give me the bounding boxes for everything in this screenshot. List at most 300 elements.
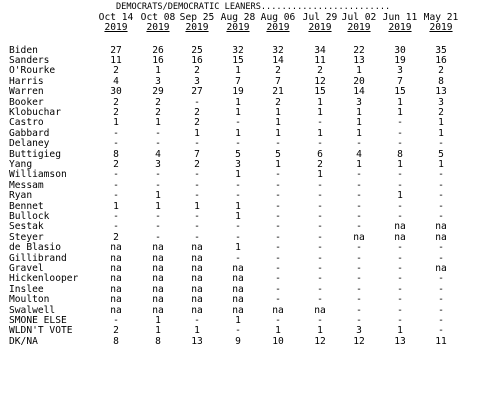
table-cell: - [235, 221, 241, 233]
table-cell: - [317, 179, 323, 191]
table-cell: 19 [394, 54, 406, 66]
table-cell: 1 [317, 96, 323, 108]
table-cell: 1 [356, 117, 362, 129]
table-cell: - [438, 190, 444, 202]
table-cell: 4 [113, 75, 119, 87]
table-cell: na [435, 221, 447, 233]
column-date: Oct 14 [98, 12, 134, 23]
table-cell: 16 [152, 54, 164, 66]
row-label: Biden [9, 44, 38, 56]
row-label: Bennet [9, 200, 44, 212]
table-cell: - [235, 138, 241, 150]
table-cell: 8 [155, 335, 161, 347]
table-cell: na [110, 273, 122, 285]
table-cell: - [356, 242, 362, 254]
table-cell: - [317, 262, 323, 274]
table-row [0, 191, 480, 201]
table-cell: - [275, 283, 281, 295]
table-cell: 2 [194, 106, 200, 118]
table-cell: - [155, 138, 161, 150]
column-date: Jul 29 [302, 12, 338, 23]
row-label: Williamson [9, 169, 67, 181]
row-label: de Blasio [9, 242, 61, 254]
table-cell: na [232, 283, 244, 295]
table-cell: - [275, 273, 281, 285]
table-cell: - [235, 117, 241, 129]
table-cell: - [356, 169, 362, 181]
table-cell: 13 [191, 335, 203, 347]
row-label: Harris [9, 75, 44, 87]
table-cell: 1 [155, 65, 161, 77]
table-cell: - [275, 314, 281, 326]
column-header [421, 13, 461, 34]
table-cell: - [356, 138, 362, 150]
table-cell: - [317, 117, 323, 129]
table-cell: 32 [272, 44, 284, 56]
table-cell: 30 [394, 44, 406, 56]
table-cell: - [275, 169, 281, 181]
table-cell: 1 [275, 117, 281, 129]
table-cell: - [397, 210, 403, 222]
table-cell: - [194, 210, 200, 222]
table-cell: - [438, 294, 444, 306]
row-label: Bullock [9, 210, 50, 222]
row-label: Castro [9, 117, 44, 129]
row-label: Booker [9, 96, 44, 108]
table-cell: - [113, 210, 119, 222]
table-cell: 2 [194, 65, 200, 77]
table-cell: - [356, 179, 362, 191]
table-cell: 1 [397, 106, 403, 118]
table-cell: - [113, 179, 119, 191]
column-year: 2019 [429, 22, 453, 34]
table-cell: - [275, 231, 281, 243]
table-cell: 10 [272, 335, 284, 347]
table-cell: 11 [435, 335, 447, 347]
table-cell: 3 [356, 325, 362, 337]
row-label: Sanders [9, 54, 50, 66]
table-cell: 6 [317, 148, 323, 160]
table-cell: 1 [275, 325, 281, 337]
table-cell: na [191, 283, 203, 295]
table-cell: - [113, 169, 119, 181]
table-cell: na [191, 252, 203, 264]
table-cell: 13 [435, 86, 447, 98]
column-header [177, 13, 217, 34]
table-cell: - [438, 273, 444, 285]
table-cell: - [155, 231, 161, 243]
table-cell: na [152, 283, 164, 295]
row-label: Yang [9, 158, 33, 170]
column-year: 2019 [104, 22, 128, 34]
row-label: Warren [9, 86, 44, 98]
table-cell: na [435, 262, 447, 274]
table-cell: na [110, 262, 122, 274]
table-cell: 4 [356, 148, 362, 160]
table-cell: 1 [194, 127, 200, 139]
table-cell: 2 [113, 106, 119, 118]
table-cell: - [275, 138, 281, 150]
row-label: Gravel [9, 262, 44, 274]
column-year: 2019 [308, 22, 332, 34]
table-cell: - [275, 200, 281, 212]
table-cell: 2 [317, 158, 323, 170]
table-cell: - [155, 179, 161, 191]
table-cell: - [438, 179, 444, 191]
table-cell: na [191, 262, 203, 274]
table-cell: - [317, 190, 323, 202]
table-cell: 2 [438, 65, 444, 77]
table-cell: 1 [235, 200, 241, 212]
table-cell: - [235, 231, 241, 243]
table-cell: - [317, 314, 323, 326]
column-date: Jun 11 [382, 12, 418, 23]
table-cell: 2 [155, 106, 161, 118]
table-cell: 3 [356, 96, 362, 108]
table-cell: - [275, 210, 281, 222]
table-cell: 2 [113, 96, 119, 108]
row-label: Ryan [9, 190, 33, 202]
table-cell: - [397, 127, 403, 139]
table-cell: 27 [110, 44, 122, 56]
row-label: SMONE ELSE [9, 314, 67, 326]
column-header [300, 13, 340, 34]
table-row [0, 295, 480, 305]
table-cell: 3 [194, 75, 200, 87]
table-cell: - [194, 221, 200, 233]
table-cell: 32 [232, 44, 244, 56]
row-label: Messam [9, 179, 44, 191]
column-header [380, 13, 420, 34]
table-cell: - [317, 231, 323, 243]
table-cell: 2 [194, 158, 200, 170]
table-cell: - [275, 294, 281, 306]
table-cell: - [194, 138, 200, 150]
table-cell: - [438, 252, 444, 264]
table-cell: 1 [275, 106, 281, 118]
table-cell: - [317, 242, 323, 254]
table-cell: na [152, 262, 164, 274]
table-cell: - [317, 273, 323, 285]
table-cell: 2 [113, 158, 119, 170]
table-cell: 1 [397, 96, 403, 108]
table-cell: - [155, 127, 161, 139]
table-cell: - [235, 179, 241, 191]
table-cell: - [438, 210, 444, 222]
table-row [0, 337, 480, 347]
table-cell: - [113, 314, 119, 326]
table-cell: - [113, 138, 119, 150]
table-cell: - [194, 179, 200, 191]
table-cell: - [397, 252, 403, 264]
table-cell: - [275, 242, 281, 254]
table-cell: na [191, 304, 203, 316]
column-date: Sep 25 [179, 12, 215, 23]
table-cell: 13 [394, 335, 406, 347]
row-label: Gillibrand [9, 252, 67, 264]
table-cell: 26 [152, 44, 164, 56]
table-cell: - [356, 314, 362, 326]
table-cell: 1 [235, 96, 241, 108]
table-cell: na [191, 242, 203, 254]
table-cell: - [397, 138, 403, 150]
table-cell: 2 [438, 106, 444, 118]
table-cell: - [397, 179, 403, 191]
table-cell: 8 [113, 335, 119, 347]
table-cell: 15 [314, 86, 326, 98]
table-cell: 7 [194, 148, 200, 160]
table-cell: 2 [113, 325, 119, 337]
column-date: Aug 28 [220, 12, 256, 23]
column-header [218, 13, 258, 34]
table-cell: 1 [397, 158, 403, 170]
column-year: 2019 [347, 22, 371, 34]
table-cell: 2 [275, 65, 281, 77]
table-cell: 2 [275, 96, 281, 108]
table-cell: - [438, 325, 444, 337]
table-cell: - [275, 190, 281, 202]
row-label: WLDN'T VOTE [9, 325, 73, 337]
table-cell: - [275, 179, 281, 191]
table-cell: - [438, 304, 444, 316]
table-cell: 5 [275, 148, 281, 160]
table-cell: 5 [438, 148, 444, 160]
table-cell: - [397, 314, 403, 326]
table-cell: na [435, 231, 447, 243]
table-cell: 3 [155, 75, 161, 87]
table-cell: - [397, 117, 403, 129]
column-year: 2019 [146, 22, 170, 34]
table-cell: - [235, 190, 241, 202]
table-cell: 1 [356, 158, 362, 170]
table-cell: na [152, 242, 164, 254]
table-cell: - [155, 221, 161, 233]
table-cell: - [155, 169, 161, 181]
table-cell: - [317, 294, 323, 306]
table-cell: 1 [155, 325, 161, 337]
table-cell: na [152, 273, 164, 285]
table-cell: - [397, 273, 403, 285]
group-header: DEMOCRATS/DEMOCRATIC LEANERS......................... [116, 2, 391, 12]
row-label: O'Rourke [9, 65, 56, 77]
table-cell: 14 [353, 86, 365, 98]
table-cell: na [191, 273, 203, 285]
table-cell: 1 [155, 190, 161, 202]
table-cell: 8 [438, 75, 444, 87]
table-cell: - [194, 190, 200, 202]
table-cell: 3 [438, 96, 444, 108]
column-header [258, 13, 298, 34]
table-cell: - [113, 221, 119, 233]
table-cell: 16 [191, 54, 203, 66]
column-year: 2019 [388, 22, 412, 34]
table-cell: - [397, 294, 403, 306]
table-cell: 1 [317, 325, 323, 337]
table-cell: na [394, 221, 406, 233]
table-cell: 15 [394, 86, 406, 98]
table-cell: 1 [397, 190, 403, 202]
table-cell: 1 [317, 127, 323, 139]
table-cell: 21 [272, 86, 284, 98]
table-cell: 7 [235, 75, 241, 87]
table-cell: na [232, 294, 244, 306]
table-row [0, 87, 480, 97]
table-cell: 20 [353, 75, 365, 87]
table-cell: - [438, 242, 444, 254]
table-cell: - [356, 283, 362, 295]
table-cell: 3 [155, 158, 161, 170]
table-cell: 15 [232, 54, 244, 66]
table-cell: 1 [356, 65, 362, 77]
table-cell: - [356, 273, 362, 285]
table-cell: na [353, 231, 365, 243]
table-cell: 12 [314, 75, 326, 87]
table-cell: 8 [113, 148, 119, 160]
row-label: Sestak [9, 221, 44, 233]
table-cell: 1 [438, 117, 444, 129]
column-year: 2019 [185, 22, 209, 34]
table-cell: - [194, 231, 200, 243]
table-cell: 22 [353, 44, 365, 56]
table-cell: - [356, 190, 362, 202]
table-cell: - [194, 314, 200, 326]
table-cell: 1 [317, 169, 323, 181]
table-cell: 1 [235, 127, 241, 139]
table-cell: - [317, 252, 323, 264]
table-cell: 30 [110, 86, 122, 98]
table-cell: 1 [235, 314, 241, 326]
table-row [0, 243, 480, 253]
table-cell: 1 [356, 106, 362, 118]
table-cell: - [438, 169, 444, 181]
table-cell: 16 [435, 54, 447, 66]
table-cell: - [235, 325, 241, 337]
table-cell: 27 [191, 86, 203, 98]
table-cell: 1 [155, 117, 161, 129]
table-cell: na [232, 273, 244, 285]
table-cell: - [397, 200, 403, 212]
table-cell: - [397, 283, 403, 295]
column-header [138, 13, 178, 34]
table-cell: - [317, 200, 323, 212]
table-cell: 35 [435, 44, 447, 56]
column-date: Jul 02 [341, 12, 377, 23]
column-date: May 21 [423, 12, 459, 23]
table-cell: na [232, 262, 244, 274]
table-cell: - [235, 252, 241, 264]
table-cell: - [275, 262, 281, 274]
table-cell: 1 [155, 200, 161, 212]
row-label: Moulton [9, 294, 50, 306]
table-cell: - [317, 210, 323, 222]
table-cell: na [110, 283, 122, 295]
table-cell: - [397, 262, 403, 274]
row-label: Hickenlooper [9, 273, 79, 285]
table-cell: - [317, 138, 323, 150]
table-cell: - [397, 169, 403, 181]
table-cell: 1 [113, 117, 119, 129]
table-cell: na [110, 252, 122, 264]
table-cell: - [155, 210, 161, 222]
table-cell: 12 [353, 335, 365, 347]
table-cell: - [356, 221, 362, 233]
table-cell: 4 [155, 148, 161, 160]
row-label: Swalwell [9, 304, 56, 316]
table-cell: na [110, 242, 122, 254]
table-cell: 5 [235, 148, 241, 160]
column-header [339, 13, 379, 34]
table-cell: 8 [397, 148, 403, 160]
table-cell: 1 [438, 127, 444, 139]
table-cell: 29 [152, 86, 164, 98]
table-cell: 11 [314, 54, 326, 66]
row-label: Delaney [9, 138, 50, 150]
table-cell: 1 [235, 210, 241, 222]
column-date: Aug 06 [260, 12, 296, 23]
table-cell: - [438, 314, 444, 326]
table-cell: 11 [110, 54, 122, 66]
table-cell: 1 [194, 325, 200, 337]
table-cell: - [356, 252, 362, 264]
table-cell: 1 [113, 200, 119, 212]
table-cell: 1 [275, 127, 281, 139]
table-cell: 14 [272, 54, 284, 66]
column-year: 2019 [226, 22, 250, 34]
row-label: Inslee [9, 283, 44, 295]
table-cell: 1 [194, 200, 200, 212]
column-header [96, 13, 136, 34]
table-cell: 1 [397, 325, 403, 337]
table-cell: 2 [194, 117, 200, 129]
table-cell: 1 [235, 169, 241, 181]
table-cell: 1 [356, 127, 362, 139]
row-label: Steyer [9, 231, 44, 243]
table-cell: 13 [353, 54, 365, 66]
table-cell: 1 [235, 65, 241, 77]
table-cell: 1 [235, 242, 241, 254]
row-label: Buttigieg [9, 148, 61, 160]
table-cell: na [110, 294, 122, 306]
table-cell: na [272, 304, 284, 316]
table-cell: 2 [317, 65, 323, 77]
table-cell: - [317, 283, 323, 295]
table-cell: 1 [275, 158, 281, 170]
table-cell: na [232, 304, 244, 316]
table-cell: - [275, 252, 281, 264]
table-cell: - [317, 221, 323, 233]
table-cell: 2 [155, 96, 161, 108]
table-cell: 1 [155, 314, 161, 326]
table-cell: 2 [113, 231, 119, 243]
table-cell: - [356, 294, 362, 306]
row-label: Gabbard [9, 127, 50, 139]
table-cell: 3 [397, 65, 403, 77]
table-cell: 34 [314, 44, 326, 56]
table-cell: 1 [438, 158, 444, 170]
table-cell: - [438, 200, 444, 212]
table-cell: - [356, 304, 362, 316]
table-cell: 25 [191, 44, 203, 56]
table-cell: - [438, 138, 444, 150]
table-cell: 1 [317, 106, 323, 118]
table-cell: 7 [397, 75, 403, 87]
table-cell: - [113, 190, 119, 202]
table-cell: na [152, 294, 164, 306]
table-cell: - [113, 127, 119, 139]
row-label: Klobuchar [9, 106, 61, 118]
table-cell: - [356, 262, 362, 274]
table-cell: na [314, 304, 326, 316]
